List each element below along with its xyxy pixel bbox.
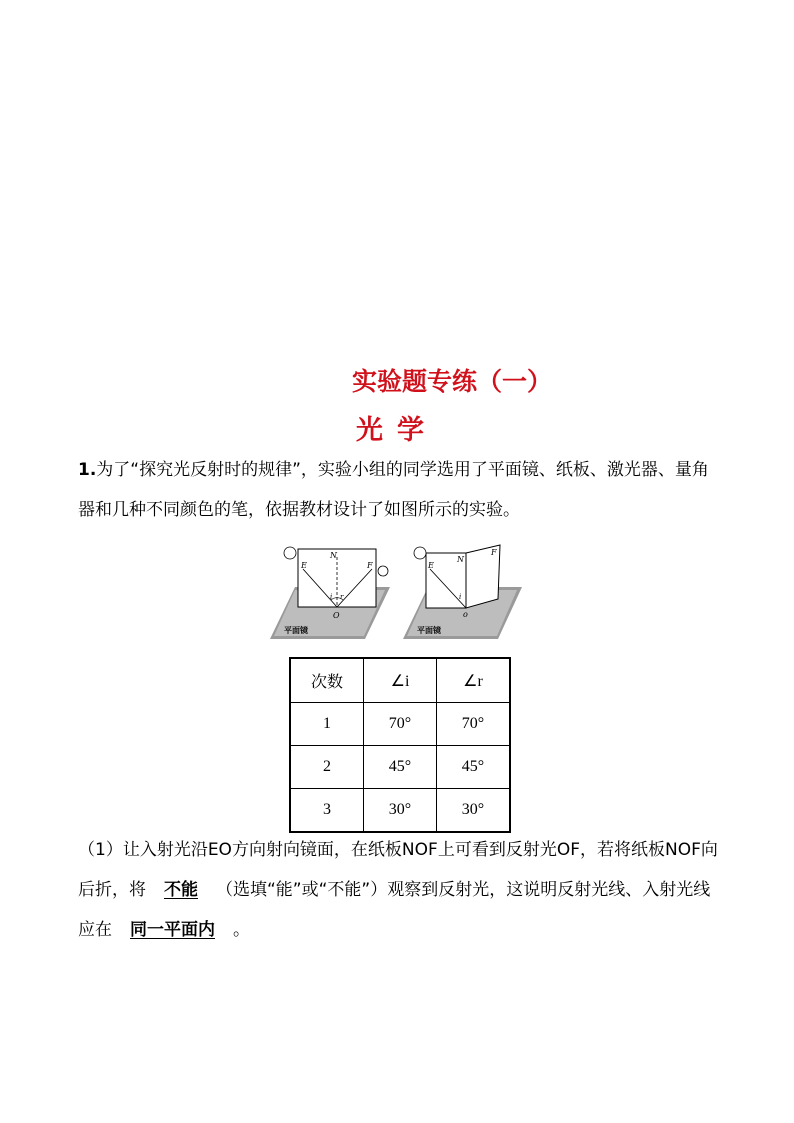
right-eye-icon bbox=[414, 547, 426, 559]
question-1-part-1 bbox=[78, 830, 722, 950]
worksheet-title: 实验题专练（一） bbox=[351, 367, 552, 396]
table-cell: 30° bbox=[364, 789, 437, 833]
right-label-i: i bbox=[459, 593, 462, 601]
table-header-cell: ∠i bbox=[364, 658, 437, 703]
question-stem-text: 为了“探究光反射时的规律”，实验小组的同学选用了平面镜、纸板、激光器、量角器和几种不同颜色的笔，依据教材设计了如图所示的实验。 bbox=[78, 460, 709, 520]
left-label-f: F bbox=[367, 561, 373, 570]
table-cell: 3 bbox=[290, 789, 364, 833]
table-cell: 1 bbox=[290, 703, 364, 746]
table-cell: 2 bbox=[290, 746, 364, 789]
right-setup bbox=[403, 545, 522, 639]
table-row bbox=[290, 703, 510, 746]
right-label-e: E bbox=[428, 561, 434, 570]
experiment-figure bbox=[260, 543, 540, 643]
table-cell: 45° bbox=[364, 746, 437, 789]
table-cell: 45° bbox=[437, 746, 511, 789]
part-1-text-b: （选填“能”或“不能”）观察到反射光，这说明反射光线、入射光线应在 bbox=[78, 880, 711, 940]
table-cell: 70° bbox=[364, 703, 437, 746]
left-label-r: r bbox=[340, 593, 344, 601]
left-eye-icon bbox=[284, 547, 296, 559]
answer-blank-2: 同一平面内 bbox=[130, 920, 215, 940]
table-header-cell: 次数 bbox=[290, 658, 364, 703]
section-title: 光学 bbox=[356, 415, 438, 446]
left-label-e: E bbox=[301, 561, 307, 570]
part-1-text-c: 。 bbox=[233, 920, 250, 940]
right-label-n: N bbox=[457, 555, 464, 564]
question-number: 1. bbox=[78, 460, 97, 480]
right-label-f: F bbox=[491, 548, 497, 557]
table-row bbox=[290, 746, 510, 789]
laser-icon bbox=[378, 566, 388, 576]
table-header-cell: ∠r bbox=[437, 658, 511, 703]
table-row bbox=[290, 789, 510, 833]
left-mirror-label: 平面镜 bbox=[284, 626, 308, 635]
part-1-text-a: （1）让入射光沿EO方向射向镜面，在纸板NOF上可看到反射光OF，若将纸板NOF向后折，将 bbox=[78, 840, 718, 900]
left-label-n: N bbox=[330, 551, 337, 560]
question-1-stem bbox=[78, 450, 722, 530]
left-label-o: O bbox=[333, 611, 340, 620]
right-label-o: o bbox=[463, 610, 468, 619]
table-header-row bbox=[290, 658, 510, 703]
left-setup bbox=[270, 547, 390, 639]
left-label-i: i bbox=[330, 593, 333, 601]
answer-blank-1: 不能 bbox=[164, 880, 198, 900]
right-mirror-label: 平面镜 bbox=[417, 626, 441, 635]
table-cell: 30° bbox=[437, 789, 511, 833]
data-table bbox=[289, 657, 511, 833]
table-cell: 70° bbox=[437, 703, 511, 746]
